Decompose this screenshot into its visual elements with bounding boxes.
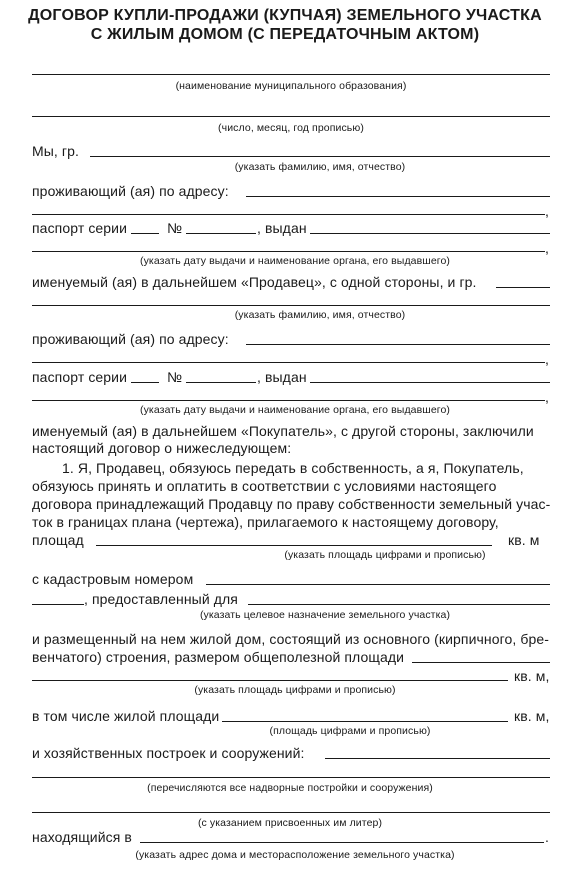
seller-address-line-2[interactable] <box>32 214 545 215</box>
number-sign-2: № <box>167 369 183 385</box>
document-title-line-1: ДОГОВОР КУПЛИ-ПРОДАЖИ (КУПЧАЯ) ЗЕМЕЛЬНОГО УЧАСТКА <box>28 7 542 24</box>
located-in-label: находящийся в <box>32 829 132 845</box>
buyer-issue-caption: (указать дату выдачи и наименование органа, его выдавшего) <box>139 404 450 416</box>
purpose-line[interactable] <box>248 604 550 605</box>
house-line-1: и размещенный на нем жилой дом, состоящий из основного (кирпичного, бре- <box>32 631 550 647</box>
plot-area-line[interactable] <box>96 545 492 546</box>
buyer-fio-line-1[interactable] <box>496 287 550 288</box>
clause1-line-2: обязуюсь принять и оплатить в соответствии с условиями настоящего <box>32 478 497 494</box>
house-line-2: венчатого) строения, размером общеполезной площади <box>32 649 405 665</box>
buyer-fio-caption: (указать фамилию, имя, отчество) <box>234 309 406 321</box>
seller-issue-caption: (указать дату выдачи и наименование органа, его выдавшего) <box>139 255 450 267</box>
living-area-caption: (площадь цифрами и прописью) <box>269 725 431 737</box>
outbuildings-line-2[interactable] <box>32 777 550 778</box>
document-title-line-2: С ЖИЛЫМ ДОМОМ (С ПЕРЕДАТОЧНЫМ АКТОМ) <box>90 26 480 43</box>
buyer-address-line-2[interactable] <box>32 362 545 363</box>
number-sign-1: № <box>167 220 183 236</box>
seller-fio-line[interactable] <box>90 156 550 157</box>
municipality-line[interactable] <box>32 74 550 75</box>
municipality-caption: (наименование муниципального образования) <box>175 80 407 92</box>
address-caption: (указать адрес дома и месторасположение земельного участка) <box>135 849 455 861</box>
buyer-passport-number-line[interactable] <box>186 382 256 383</box>
cadastral-label: с кадастровым номером <box>32 571 194 587</box>
concluded-text: настоящий договор о нижеследующем: <box>32 440 292 456</box>
buyer-passport-series-line[interactable] <box>131 382 159 383</box>
clause1-line-3: договора принадлежащий Продавцу по праву собственности земельный учас- <box>32 496 551 512</box>
buyer-passport-issued-line-2[interactable] <box>32 400 545 401</box>
living-area-label: в том числе жилой площади <box>32 708 220 724</box>
residing-label-2: проживающий (ая) по адресу: <box>32 331 229 347</box>
living-area-line[interactable] <box>222 721 508 722</box>
named-buyer-text: именуемый (ая) в дальнейшем «Покупатель», с другой стороны, заключили <box>32 423 534 439</box>
seller-address-line-1[interactable] <box>246 196 550 197</box>
sq-m-label-1: кв. м <box>508 532 540 548</box>
buyer-fio-line-2[interactable] <box>32 305 550 306</box>
outbuildings-line-1[interactable] <box>325 758 550 759</box>
sq-m-label-2: кв. м, <box>514 668 550 684</box>
house-area-line-1[interactable] <box>412 662 550 663</box>
address-line[interactable] <box>140 842 544 843</box>
named-seller-text: именуемый (ая) в дальнейшем «Продавец», с одной стороны, и гр. <box>32 274 477 290</box>
residing-label-1: проживающий (ая) по адресу: <box>32 183 229 199</box>
seller-passport-number-line[interactable] <box>186 233 256 234</box>
issued-label-1: , выдан <box>257 220 307 236</box>
date-caption: (число, месяц, год прописью) <box>218 122 364 134</box>
my-gr-label: Мы, гр. <box>32 143 79 159</box>
contract-form: ДОГОВОР КУПЛИ-ПРОДАЖИ (КУПЧАЯ) ЗЕМЕЛЬНОГО УЧАСТКА С ЖИЛЫМ ДОМОМ (С ПЕРЕДАТОЧНЫМ АКТОМ) (наименование муниципального образования) (число, месяц, год прописью) Мы, гр. (указать фамилию, имя, отчество) проживающий (ая) по адресу: , паспорт серии № , выдан , (указать дату выдачи и наименование органа, его выдавшего) именуемый (ая) в дальнейшем «Продавец», с одной стороны, и гр. (указать фамилию, имя, отчество) проживающий (ая) по адресу: , паспорт серии № , выдан , (указать дату выдачи и наименование органа, его выдавшего) именуемый (ая) в дальнейшем «Покупатель», с другой стороны, заключили настоящий договор о нижеследующем: 1. Я, Продавец, обязуюсь передать в собственность, а я, Покупатель, обязуюсь принять и оплатить в соответствии с условиями настоящего договора принадлежащий Продавцу по праву собственности земельный учас- ток в границах плана (чертежа), прилагаемого к настоящему договору, площад кв. м (указать площадь цифрами и прописью) с кадастровым номером , предоставленный для (указать целевое назначение земельного участка) и размещенный на нем жилой дом, состоящий из основного (кирпичного, бре- венчатого) строения, размером общеполезной площади кв. м, (указать площадь цифрами и прописью) в том числе жилой площади кв. м, (площадь цифрами и прописью) и хозяйственных построек и сооружений: (перечисляются все надворные постройки и сооружения) (с указанием присвоенных им литер) находящийся в . (указать адрес дома и месторасположение земельного участка) <box>0 0 570 869</box>
clause1-line-1: 1. Я, Продавец, обязуюсь передать в собственность, а я, Покупатель, <box>62 460 524 476</box>
passport-label-2: паспорт серии <box>32 369 128 385</box>
date-line[interactable] <box>32 116 550 117</box>
area-label: площад <box>32 532 84 548</box>
house-area-line-2[interactable] <box>32 680 508 681</box>
provided-for-label: , предоставленный для <box>84 591 238 607</box>
seller-fio-caption: (указать фамилию, имя, отчество) <box>234 161 406 173</box>
sq-m-label-3: кв. м, <box>514 708 550 724</box>
outbuildings-label: и хозяйственных построек и сооружений: <box>32 745 305 761</box>
cadastral-number-line[interactable] <box>206 584 550 585</box>
purpose-caption: (указать целевое назначение земельного участка) <box>199 609 451 621</box>
litera-caption: (с указанием присвоенных им литер) <box>197 817 383 829</box>
plot-area-caption: (указать площадь цифрами и прописью) <box>284 549 486 561</box>
issued-label-2: , выдан <box>257 369 307 385</box>
seller-passport-issued-line-2[interactable] <box>32 251 545 252</box>
passport-label-1: паспорт серии <box>32 220 128 236</box>
cadastral-number-line-2[interactable] <box>32 604 84 605</box>
address-dot: . <box>545 829 549 845</box>
house-area-caption: (указать площадь цифрами и прописью) <box>194 684 396 696</box>
buyer-passport-issued-line[interactable] <box>310 382 550 383</box>
seller-passport-issued-line[interactable] <box>310 233 550 234</box>
outbuildings-line-3[interactable] <box>32 812 550 813</box>
buyer-address-line-1[interactable] <box>246 344 550 345</box>
seller-passport-series-line[interactable] <box>131 233 159 234</box>
clause1-line-4: ток в границах плана (чертежа), прилагаемого к настоящему договору, <box>32 514 499 530</box>
outbuildings-caption: (перечисляются все надворные постройки и сооружения) <box>147 782 433 794</box>
